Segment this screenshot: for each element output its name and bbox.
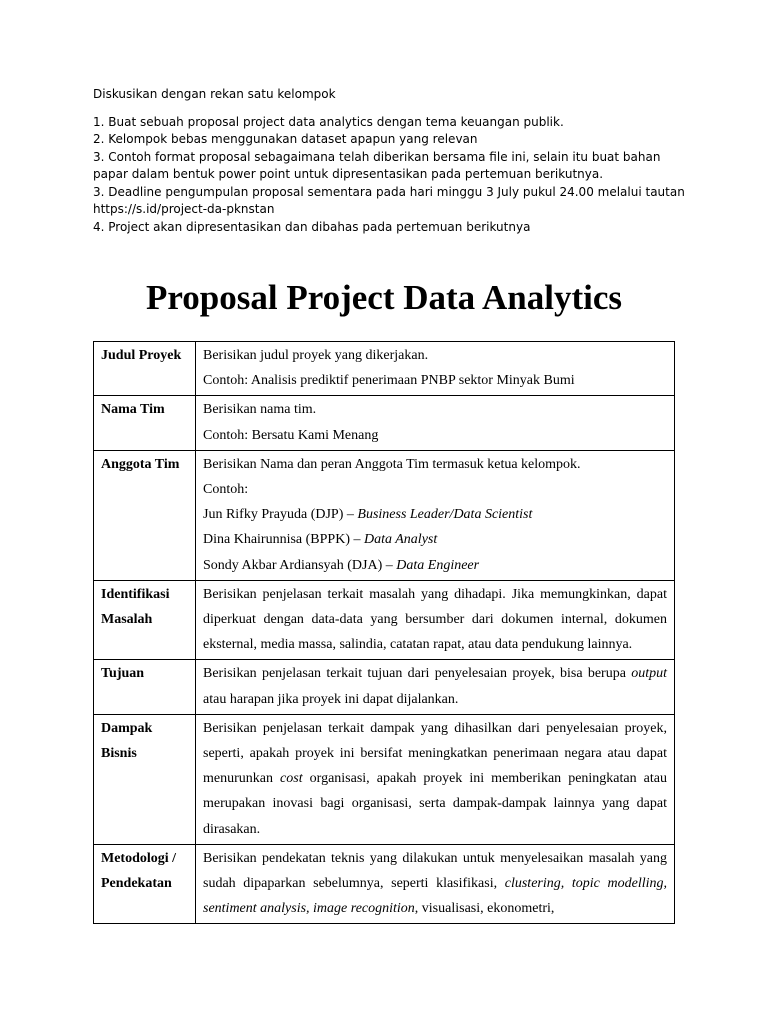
member-line	[203, 527, 667, 552]
content-italic: clustering, topic modelling, sentiment analysis, image recognition	[203, 876, 667, 917]
proposal-table	[93, 341, 675, 924]
member-line	[203, 553, 667, 578]
instruction-item: 3. Deadline pengumpulan proposal sementara pada hari minggu 3 July pukul 24.00 melalui tautan https://s.id/project-da-pknstan	[93, 184, 689, 216]
table-row	[94, 342, 675, 396]
table-row	[94, 660, 675, 714]
content-italic: output	[631, 666, 667, 682]
member-name: Jun Rifky Prayuda (DJP) –	[203, 507, 358, 523]
row-content	[196, 450, 675, 580]
table-row	[94, 450, 675, 580]
content-text: Berisikan pendekatan teknis yang dilakukan untuk menyelesaikan masalah yang sudah dipaparkan sebelumnya, seperti klasifikasi,	[203, 850, 667, 892]
row-content	[196, 342, 675, 396]
content-line: Contoh: Bersatu Kami Menang	[203, 427, 379, 443]
content-line: Contoh:	[203, 482, 249, 498]
row-label: Metodologi / Pendekatan	[94, 844, 196, 924]
instruction-item: 4. Project akan dipresentasikan dan dibahas pada pertemuan berikutnya	[93, 219, 531, 234]
table-row	[94, 580, 675, 660]
instructions	[93, 86, 693, 236]
content-text: Berisikan penjelasan terkait tujuan dari penyelesaian proyek, bisa berupa	[203, 666, 632, 682]
content-line: Contoh: Analisis prediktif penerimaan PNBP sektor Minyak Bumi	[203, 373, 575, 389]
content-line: Berisikan Nama dan peran Anggota Tim termasuk ketua kelompok.	[203, 456, 581, 472]
member-role: Data Engineer	[396, 557, 480, 573]
member-name: Dina Khairunnisa (BPPK) –	[203, 532, 364, 548]
table-row	[94, 714, 675, 844]
row-label: Tujuan	[94, 660, 196, 714]
row-label: Nama Tim	[94, 396, 196, 450]
document-title: Proposal Project Data Analytics	[145, 278, 622, 317]
content-text: , visualisasi, ekonometri,	[414, 901, 555, 917]
row-label: Anggota Tim	[94, 450, 196, 580]
member-role: Business Leader/Data Scientist	[357, 507, 533, 523]
content-text: organisasi, apakah proyek ini memberikan peningkatan atau merupakan inovasi bagi organisasi, serta dampak-dampak lainnya yang dapat dirasakan.	[203, 771, 667, 837]
row-content: Berisikan penjelasan terkait masalah yang dihadapi. Jika memungkinkan, dapat diperkuat dengan data-data yang bersumber dari dokumen internal, dokumen eksternal, media massa, salindia, catatan rapat, atau data pendukung lainnya.	[196, 580, 675, 660]
row-content	[196, 396, 675, 450]
member-role: Data Analyst	[364, 532, 438, 548]
content-text: atau harapan jika proyek ini dapat dijalankan.	[203, 691, 459, 707]
row-label: Judul Proyek	[94, 342, 196, 396]
member-name: Sondy Akbar Ardiansyah (DJA) –	[203, 557, 397, 573]
content-line: Berisikan nama tim.	[203, 402, 317, 418]
instruction-item: 1. Buat sebuah proposal project data analytics dengan tema keuangan publik.	[93, 114, 564, 129]
content-line: Berisikan judul proyek yang dikerjakan.	[203, 348, 429, 363]
row-label: Dampak Bisnis	[94, 714, 196, 844]
row-content	[196, 714, 675, 844]
instruction-item: 3. Contoh format proposal sebagaimana telah diberikan bersama file ini, selain itu buat bahan papar dalam bentuk power point untuk dipresentasikan pada pertemuan berikutnya.	[93, 149, 665, 181]
member-line	[203, 502, 667, 527]
content-text: Berisikan penjelasan terkait dampak yang dihasilkan dari penyelesaian proyek, seperti, apakah proyek ini bersifat meningkatkan penerimaan negara atau dapat menurunkan	[203, 720, 667, 787]
content-italic: cost	[280, 771, 303, 787]
instructions-heading: Diskusikan dengan rekan satu kelompok	[93, 87, 336, 101]
row-content	[196, 844, 675, 924]
table-row	[94, 396, 675, 450]
row-label: Identifikasi Masalah	[94, 580, 196, 660]
instruction-item: 2. Kelompok bebas menggunakan dataset apapun yang relevan	[93, 132, 478, 146]
row-content	[196, 660, 675, 714]
table-row	[94, 844, 675, 924]
